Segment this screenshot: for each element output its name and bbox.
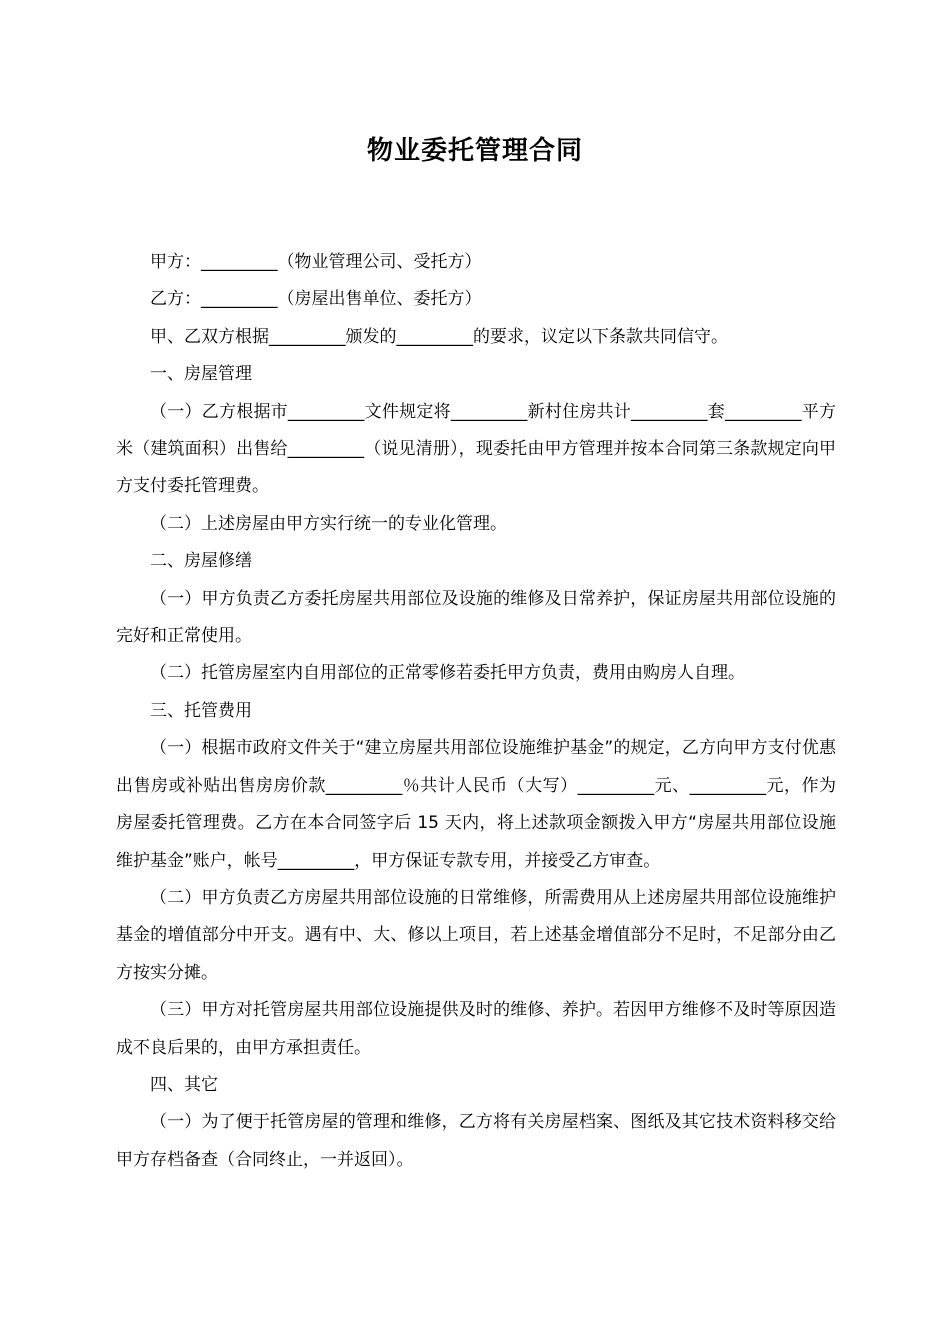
section-heading-2: 二、房屋修缮 <box>150 551 252 572</box>
section-heading-3: 三、托管费用 <box>150 700 252 721</box>
section-heading-1: 一、房屋管理 <box>150 364 252 385</box>
page-title: 物业委托管理合同 <box>366 136 583 166</box>
clause-3-2: （二）甲方负责乙方房屋共用部位设施的日常维修，所需费用从上述房屋共用部位设施维护基金的增值部分中开支。遇有中、大、修以上项目，若上述基金增值部分不足时，不足部分由乙方按实分摊。 <box>116 887 836 983</box>
preamble-paragraph: 甲、乙双方根据_________颁发的_________的要求，议定以下条款共同信守。 <box>150 326 728 347</box>
clause-1-2: （二）上述房屋由甲方实行统一的专业化管理。 <box>150 513 507 534</box>
party-a-line: 甲方：_________（物业管理公司、受托方） <box>150 252 482 272</box>
section-heading-4: 四、其它 <box>150 1074 218 1095</box>
clause-3-3: （三）甲方对托管房屋共用部位设施提供及时的维修、养护。若因甲方维修不及时等原因造成不良后果的，由甲方承担责任。 <box>116 1000 836 1058</box>
clause-2-2: （二）托管房屋室内自用部位的正常零修若委托甲方负责，费用由购房人自理。 <box>150 663 745 684</box>
contract-body <box>116 244 836 1179</box>
clause-3-1: （一）根据市政府文件关于“建立房屋共用部位设施维护基金”的规定，乙方向甲方支付优惠出售房或补贴出售房房价款_________％共计人民币（大写）_________元、_________元，作为房屋委托管理费。乙方在本合同签字后 15 天内，将上述款项金额拨入甲方“房屋共用部位设施维护基金”账户，帐号_________，甲方保证专款专用，并接受乙方审查。 <box>116 738 836 871</box>
party-b-line: 乙方：_________（房屋出售单位、委托方） <box>150 289 482 310</box>
clause-1-1: （一）乙方根据市_________文件规定将_________新村住房共计_________套_________平方米（建筑面积）出售给_________（说见清册），现委托由甲方管理并按本合同第三条款规定向甲方支付委托管理费。 <box>116 401 836 497</box>
clause-2-1: （一）甲方负责乙方委托房屋共用部位及设施的维修及日常养护，保证房屋共用部位设施的完好和正常使用。 <box>116 588 836 647</box>
clause-4-1: （一）为了便于托管房屋的管理和维修，乙方将有关房屋档案、图纸及其它技术资料移交给甲方存档备查（合同终止，一并返回）。 <box>116 1112 836 1170</box>
